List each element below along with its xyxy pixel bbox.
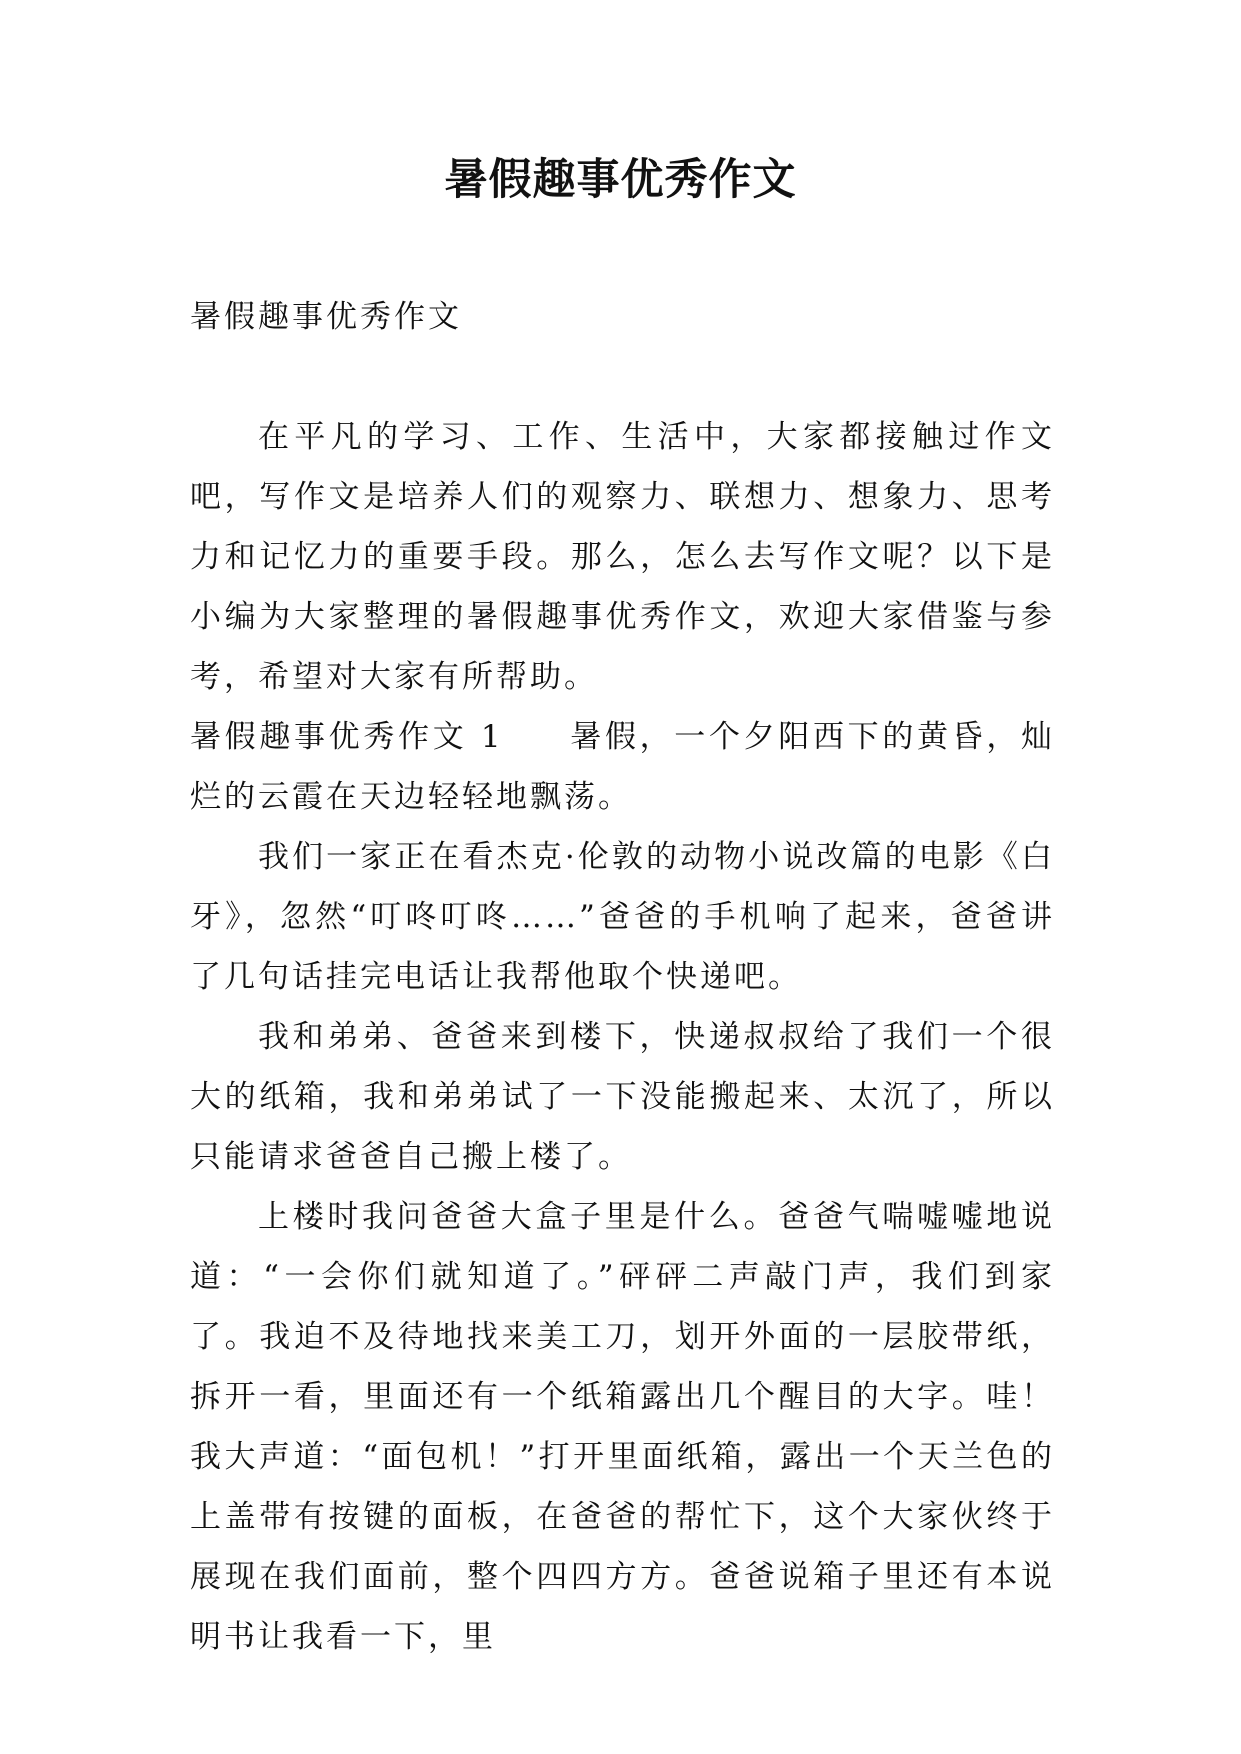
essay-first-paragraph: [190, 707, 1055, 827]
document-title: 暑假趣事优秀作文: [444, 155, 797, 205]
essay-first-text: 暑假，一个夕阳西下的黄昏，灿烂的云霞在天边轻轻地飘荡。: [190, 719, 1056, 815]
body-paragraph: 我和弟弟、爸爸来到楼下，快递叔叔给了我们一个很大的纸箱，我和弟弟试了一下没能搬起来、太沉了，所以只能请求爸爸自己搬上楼了。: [190, 1019, 1055, 1175]
essay-heading: 暑假趣事优秀作文 1: [190, 719, 504, 755]
document-subtitle: 暑假趣事优秀作文: [190, 299, 462, 335]
body-paragraph: 我们一家正在看杰克·伦敦的动物小说改篇的电影《白牙》，忽然“叮咚叮咚……”爸爸的手机响了起来，爸爸讲了几句话挂完电话让我帮他取个快递吧。: [190, 839, 1055, 995]
intro-paragraph: 在平凡的学习、工作、生活中，大家都接触过作文吧，写作文是培养人们的观察力、联想力、想象力、思考力和记忆力的重要手段。那么，怎么去写作文呢？以下是小编为大家整理的暑假趣事优秀作文，欢迎大家借鉴与参考，希望对大家有所帮助。: [190, 419, 1055, 695]
body-paragraph: 上楼时我问爸爸大盒子里是什么。爸爸气喘嘘嘘地说道：“一会你们就知道了。”砰砰二声敲门声，我们到家了。我迫不及待地找来美工刀，划开外面的一层胶带纸，拆开一看，里面还有一个纸箱露出几个醒目的大字。哇！我大声道：“面包机！”打开里面纸箱，露出一个天兰色的上盖带有按键的面板，在爸爸的帮忙下，这个大家伙终于展现在我们面前，整个四四方方。爸爸说箱子里还有本说明书让我看一下，里: [190, 1199, 1055, 1655]
document-body: [190, 287, 1055, 1667]
